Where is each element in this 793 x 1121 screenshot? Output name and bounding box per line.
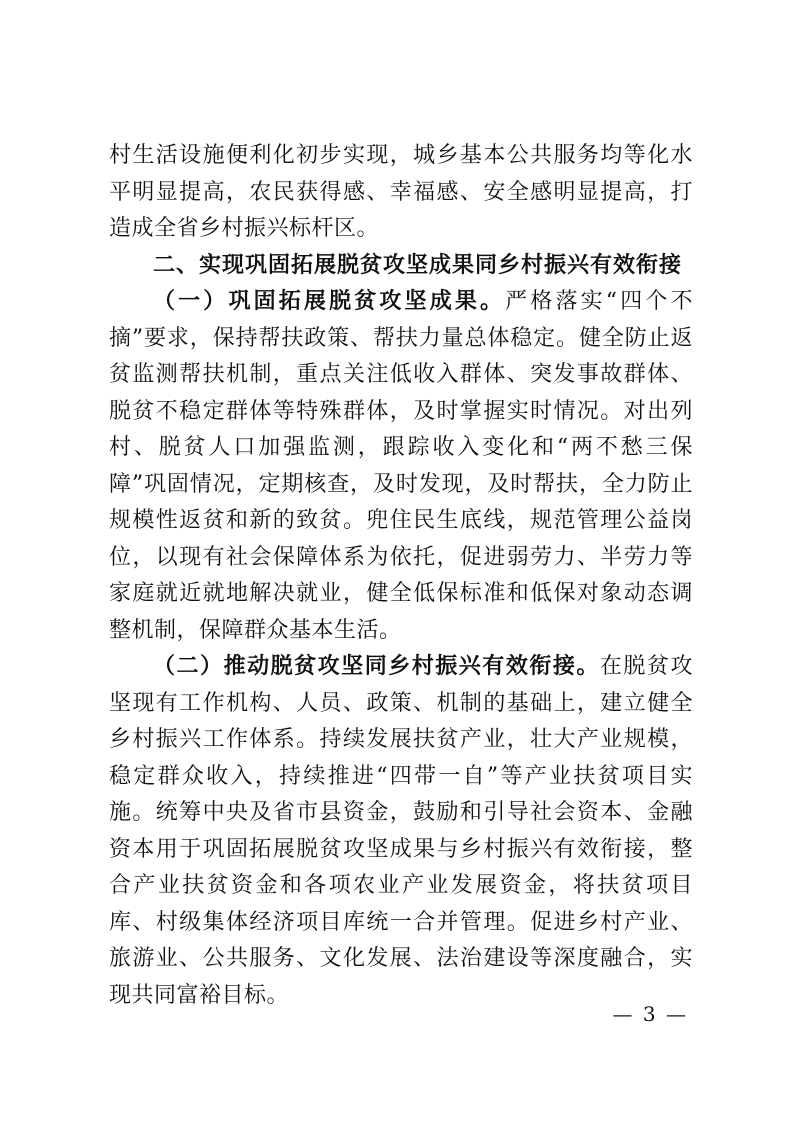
paragraph-consolidate-results <box>109 284 693 649</box>
paragraph-lead-heading: （一）巩固拓展脱贫攻坚成果。 <box>153 289 506 314</box>
paragraph-effective-connection <box>109 649 693 1014</box>
document-body <box>109 138 693 1014</box>
paragraph-continued: 村生活设施便利化初步实现，城乡基本公共服务均等化水平明显提高，农民获得感、幸福感、安全感明显提高，打造成全省乡村振兴标杆区。 <box>109 143 693 241</box>
page-number: — 3 — <box>612 1002 688 1026</box>
section-heading: 二、实现巩固拓展脱贫攻坚成果同乡村振兴有效衔接 <box>153 252 683 278</box>
paragraph-body-text: 在脱贫攻坚现有工作机构、人员、政策、机制的基础上，建立健全乡村振兴工作体系。持续发展扶贫产业，壮大产业规模，稳定群众收入，持续推进“四带一自”等产业扶贫项目实施。统筹中央及省市县资金，鼓励和引导社会资本、金融资本用于巩固拓展脱贫攻坚成果与乡村振兴有效衔接，整合产业扶贫资金和各项农业产业发展资金，将扶贫项目库、村级集体经济项目库统一合并管理。促进乡村产业、旅游业、公共服务、文化发展、法治建设等深度融合，实现共同富裕目标。 <box>109 654 693 1008</box>
paragraph-body-text: 严格落实“四个不摘”要求，保持帮扶政策、帮扶力量总体稳定。健全防止返贫监测帮扶机制，重点关注低收入群体、突发事故群体、脱贫不稳定群体等特殊群体，及时掌握实时情况。对出列村、脱贫人口加强监测，跟踪收入变化和“两不愁三保障”巩固情况，定期核查，及时发现，及时帮扶，全力防止规模性返贫和新的致贫。兜住民生底线，规范管理公益岗位，以现有社会保障体系为依托，促进弱劳力、半劳力等家庭就近就地解决就业，健全低保标准和低保对象动态调整机制，保障群众基本生活。 <box>109 289 693 643</box>
paragraph-lead-heading: （二）推动脱贫攻坚同乡村振兴有效衔接。 <box>153 654 600 679</box>
